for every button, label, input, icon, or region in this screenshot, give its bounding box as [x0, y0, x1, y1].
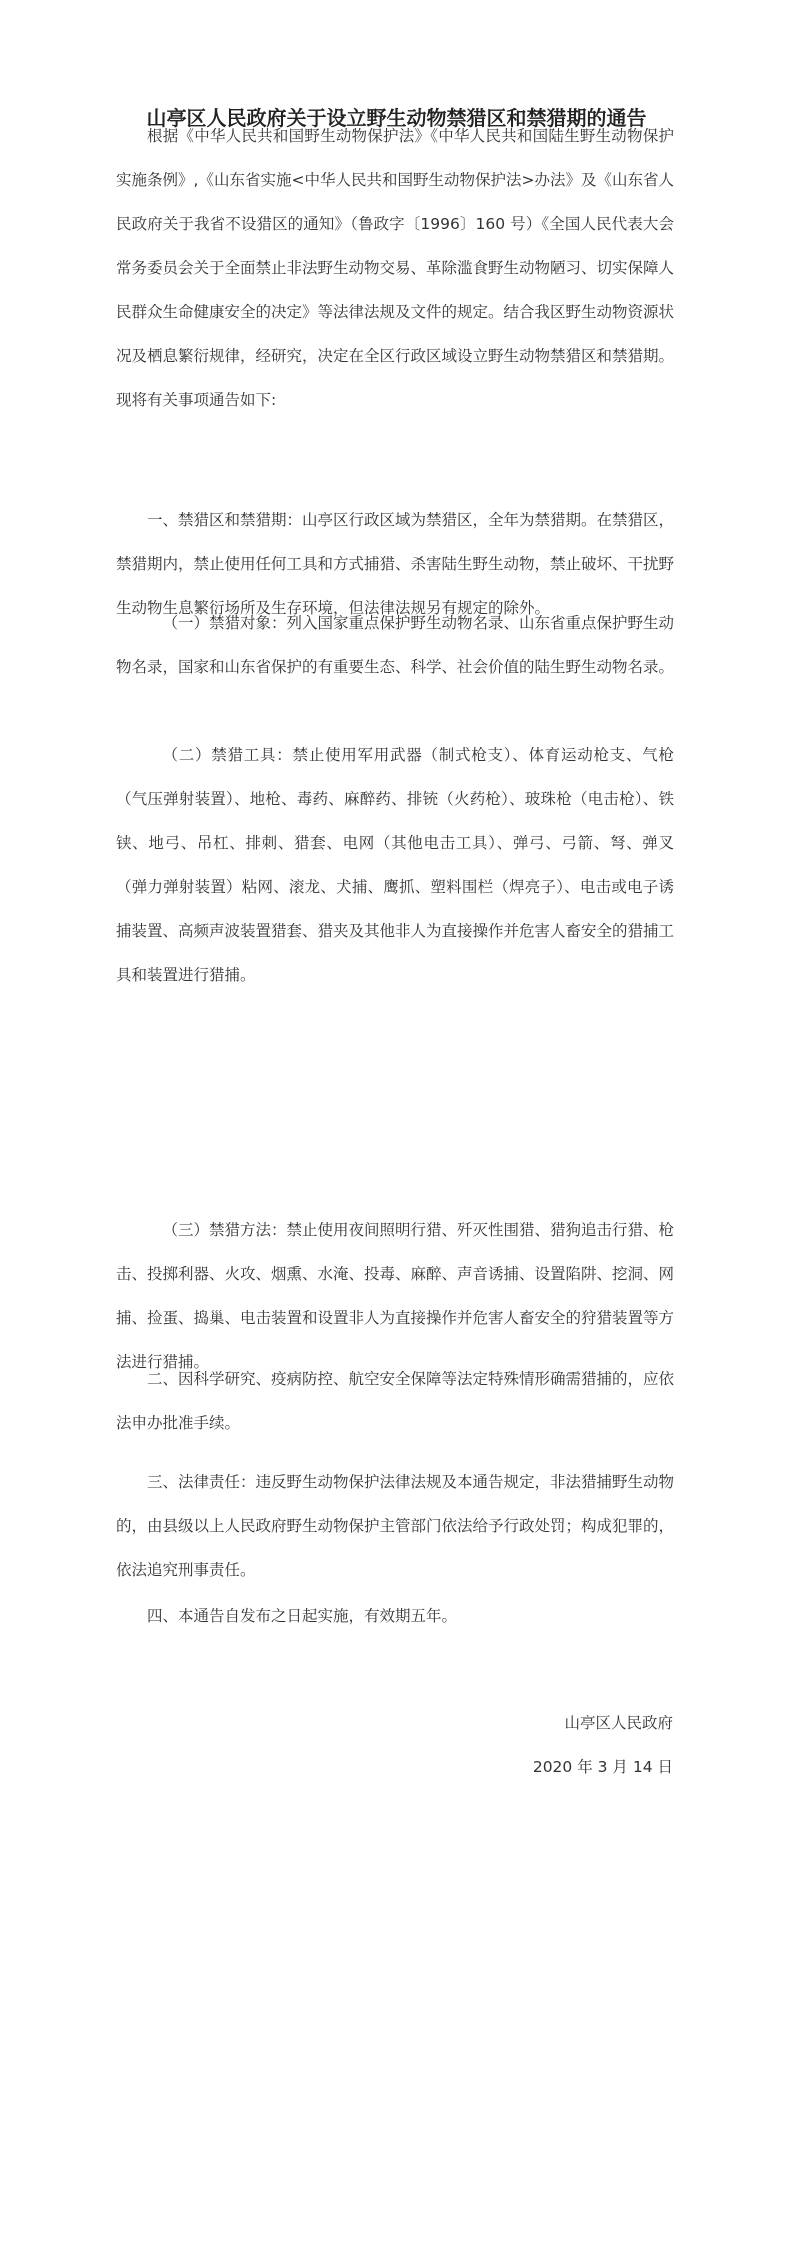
section-1-2-paragraph: （二）禁猎工具：禁止使用军用武器（制式枪支）、体育运动枪支、气枪（气压弹射装置）、地枪、毒药、麻醉药、排铳（火药枪）、玻珠枪（电击枪）、铁铗、地弓、吊杠、排刺、猎套、电网（其他电击工具）、弹弓、弓箭、弩、弹叉（弹力弹射装置）粘网、滚龙、犬捕、鹰抓、塑料围栏（焊亮子）、电击或电子诱捕装置、高频声波装置猎套、猎夹及其他非人为直接操作并危害人畜安全的猎捕工具和装置进行猎捕。: [116, 746, 675, 984]
document-title: 山亭区人民政府关于设立野生动物禁猎区和禁猎期的通告: [146, 106, 647, 130]
issue-date: 2020 年 3 月 14 日: [532, 1758, 673, 1776]
issuer-signature: 山亭区人民政府: [564, 1714, 673, 1732]
section-1-3-paragraph: （三）禁猎方法：禁止使用夜间照明行猎、歼灭性围猎、猎狗追击行猎、枪击、投掷利器、火攻、烟熏、水淹、投毒、麻醉、声音诱捕、设置陷阱、挖洞、网捕、捡蛋、捣巢、电击装置和设置非人为直接操作并危害人畜安全的狩猎装置等方法进行猎捕。: [116, 1221, 675, 1371]
intro-paragraph: 根据《中华人民共和国野生动物保护法》《中华人民共和国陆生野生动物保护实施条例》,《山东省实施<中华人民共和国野生动物保护法>办法》及《山东省人民政府关于我省不设猎区的通知》（鲁政字〔1996〕160 号）《全国人民代表大会常务委员会关于全面禁止非法野生动物交易、革除滥食野生动物陋习、切实保障人民群众生命健康安全的决定》等法律法规及文件的规定。结合我区野生动物资源状况及栖息繁衍规律，经研究，决定在全区行政区域设立野生动物禁猎区和禁猎期。现将有关事项通告如下:: [116, 127, 675, 409]
section-1-paragraph: 一、禁猎区和禁猎期：山亭区行政区域为禁猎区，全年为禁猎期。在禁猎区，禁猎期内，禁止使用任何工具和方式捕猎、杀害陆生野生动物，禁止破坏、干扰野生动物生息繁衍场所及生存环境，但法律法规另有规定的除外。: [116, 511, 675, 617]
section-1-1-paragraph: （一）禁猎对象：列入国家重点保护野生动物名录、山东省重点保护野生动物名录，国家和山东省保护的有重要生态、科学、社会价值的陆生野生动物名录。: [116, 614, 675, 676]
section-2-paragraph: 二、因科学研究、疫病防控、航空安全保障等法定特殊情形确需猎捕的，应依法申办批准手续。: [116, 1370, 675, 1432]
section-3-paragraph: 三、法律责任：违反野生动物保护法律法规及本通告规定，非法猎捕野生动物的，由县级以上人民政府野生动物保护主管部门依法给予行政处罚；构成犯罪的，依法追究刑事责任。: [116, 1473, 675, 1579]
section-4-paragraph: 四、本通告自发布之日起实施，有效期五年。: [147, 1607, 458, 1625]
